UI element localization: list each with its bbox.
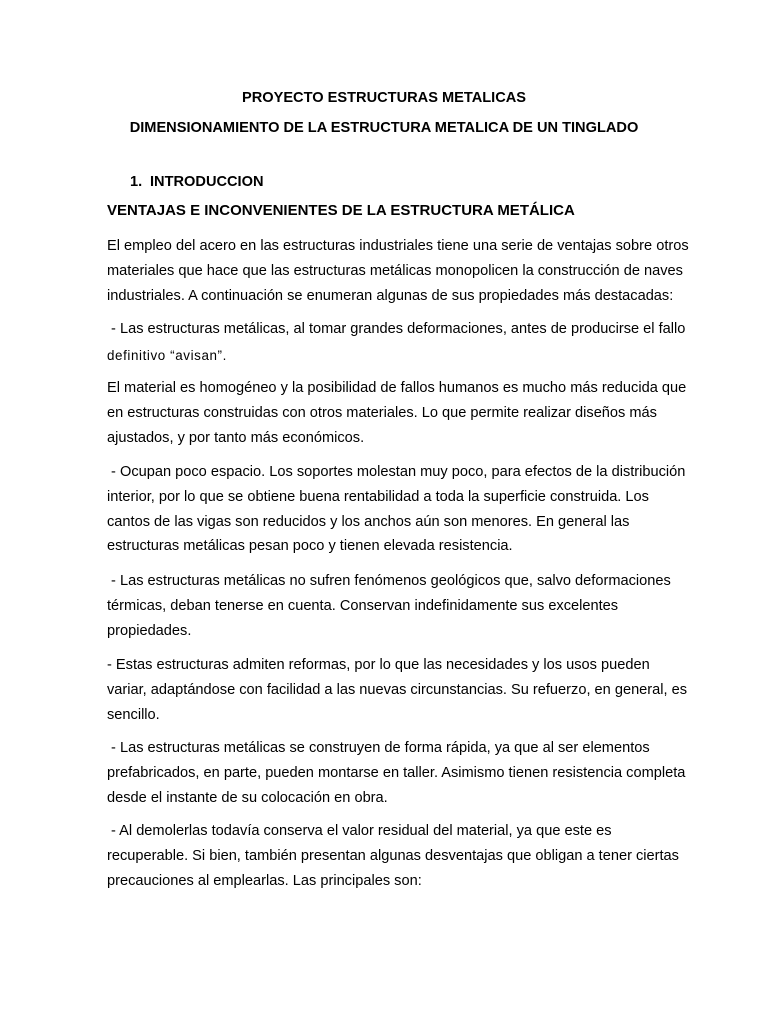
paragraph-line: recuperable. Si bien, también presentan algunas desventajas que obligan a tener ciertas: [107, 847, 679, 864]
paragraph-line: El material es homogéneo y la posibilidad de fallos humanos es mucho más reducida que: [107, 380, 687, 396]
paragraph-line: definitivo “avisan”.: [107, 348, 227, 363]
paragraph-line: materiales que hace que las estructuras metálicas monopolicen la construcción de naves: [107, 262, 683, 279]
paragraph-line: - Estas estructuras admiten reformas, por lo que las necesidades y los usos pueden: [107, 657, 650, 673]
paragraph-line: sencillo.: [107, 706, 160, 723]
document-subtitle: DIMENSIONAMIENTO DE LA ESTRUCTURA METALICA DE UN TINGLADO: [129, 120, 639, 136]
paragraph-line: desde el instante de su colocación en obra.: [107, 789, 388, 806]
paragraph: [107, 736, 686, 810]
paragraph-continuation: [107, 344, 682, 369]
paragraph-line: - Las estructuras metálicas no sufren fenómenos geológicos que, salvo deformaciones: [107, 573, 671, 589]
paragraph-line: - Las estructuras metálicas se construyen de forma rápida, ya que al ser elementos: [107, 740, 650, 756]
paragraph-line: propiedades.: [107, 622, 192, 639]
paragraph: [107, 569, 682, 643]
paragraph-line: - Las estructuras metálicas, al tomar grandes deformaciones, antes de producirse el fallo: [107, 321, 686, 337]
paragraph-line: El empleo del acero en las estructuras industriales tiene una serie de ventajas sobre otros: [107, 238, 689, 254]
paragraph: [107, 819, 682, 893]
paragraph-line: - Al demolerlas todavía conserva el valor residual del material, ya que este es: [107, 823, 612, 839]
paragraph: [107, 460, 686, 559]
paragraph-line: en estructuras construidas con otros materiales. Lo que permite realizar diseños más: [107, 404, 657, 421]
paragraph-line: ajustados, y por tanto más económicos.: [107, 429, 365, 446]
paragraph: [107, 234, 689, 308]
section-number: 1.: [130, 174, 143, 190]
paragraph-line: precauciones al emplearlas. Las principales son:: [107, 872, 422, 889]
paragraph-line: industriales. A continuación se enumeran algunas de sus propiedades más destacadas:: [107, 287, 674, 304]
paragraph-line: - Ocupan poco espacio. Los soportes molestan muy poco, para efectos de la distribución: [107, 464, 686, 480]
document-title: PROYECTO ESTRUCTURAS METALICAS: [241, 90, 527, 106]
paragraph-line: prefabricados, en parte, pueden montarse en taller. Asimismo tienen resistencia completa: [107, 764, 686, 781]
paragraph-line: interior, por lo que se obtiene buena rentabilidad a toda la superficie construida. Los: [107, 488, 649, 505]
paragraph: [107, 653, 688, 727]
section-heading: INTRODUCCION: [150, 174, 264, 190]
paragraph: [107, 376, 687, 450]
paragraph-line: variar, adaptándose con facilidad a las nuevas circunstancias. Su refuerzo, en general, es: [107, 681, 688, 698]
subsection-heading: VENTAJAS E INCONVENIENTES DE LA ESTRUCTURA METÁLICA: [107, 202, 575, 219]
paragraph-line: cantos de las vigas son reducidos y los anchos aún son menores. En general las: [107, 513, 630, 530]
paragraph-line: estructuras metálicas pesan poco y tienen elevada resistencia.: [107, 538, 513, 555]
paragraph: [107, 317, 686, 342]
paragraph-line: térmicas, deban tenerse en cuenta. Conservan indefinidamente sus excelentes: [107, 597, 619, 614]
